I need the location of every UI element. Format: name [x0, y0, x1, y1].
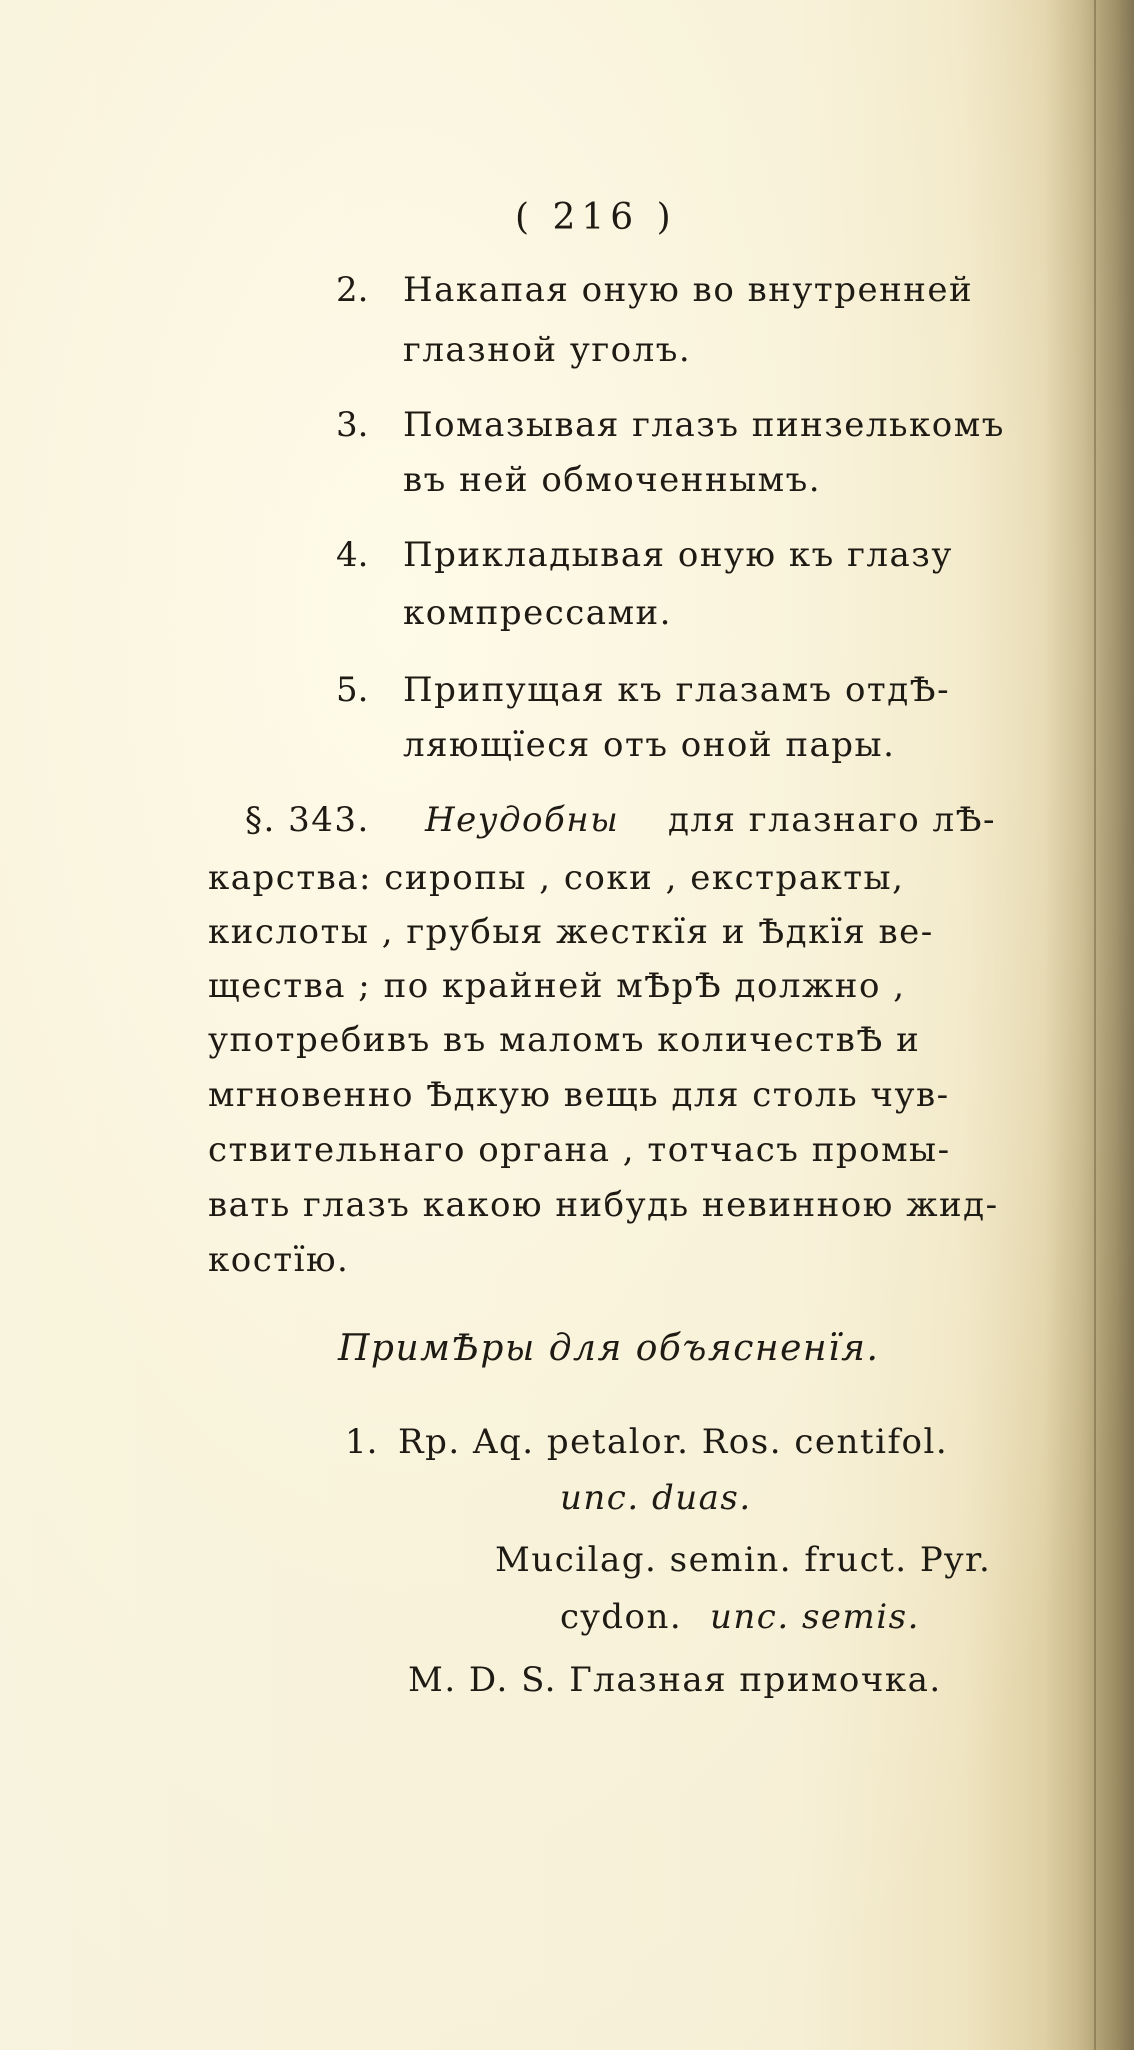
paragraph-line: щества ; по крайней мѢрѢ должно ,	[208, 966, 906, 1006]
example-number: 1.	[345, 1422, 378, 1462]
list-item-line: Помазывая глазъ пинзелькомъ	[403, 405, 1005, 445]
list-item-number: 2.	[336, 270, 369, 310]
section-heading: ПримѢры для объясненїя.	[338, 1328, 880, 1369]
recipe-line: cydon.	[560, 1597, 683, 1637]
list-item-line: Накапая оную во внутренней	[403, 270, 974, 310]
paragraph-line: кислоты , грубыя жесткїя и Ѣдкїя ве-	[208, 912, 934, 952]
list-item-line: глазной уголъ.	[403, 330, 692, 370]
list-item-line: въ ней обмоченнымъ.	[403, 460, 822, 500]
list-item-line: ляющїеся отъ оной пары.	[403, 725, 896, 765]
paragraph-line: костїю.	[208, 1240, 350, 1280]
page-number: ( 216 )	[515, 197, 677, 238]
recipe-line: unc. semis.	[710, 1597, 920, 1637]
section-mark: §. 343.	[245, 800, 370, 840]
list-item-line: компрессами.	[403, 593, 672, 633]
list-item-number: 4.	[336, 535, 369, 575]
signature-line: M. D. S. Глазная примочка.	[408, 1660, 942, 1700]
paragraph-emphasis: Неудобны	[425, 800, 620, 840]
paragraph-line: карства: сиропы , соки , екстракты,	[208, 858, 905, 898]
paragraph-line: мгновенно Ѣдкую вещь для столь чув-	[208, 1075, 950, 1115]
spine-edge	[1094, 0, 1096, 2050]
list-item-number: 5.	[336, 670, 369, 710]
paragraph-line: для глазнаго лѢ-	[668, 800, 997, 840]
recipe-line: Rp. Aq. petalor. Ros. centifol.	[398, 1422, 949, 1462]
paragraph-line: вать глазъ какою нибудь невинною жид-	[208, 1185, 999, 1225]
recipe-line: unc. duas.	[560, 1478, 752, 1518]
list-item-number: 3.	[336, 405, 369, 445]
spine-shadow	[1044, 0, 1134, 2050]
recipe-line: Mucilag. semin. fruct. Pyr.	[495, 1540, 992, 1580]
list-item-line: Припущая къ глазамъ отдѢ-	[403, 670, 951, 710]
paragraph-line: ствительнаго органа , тотчасъ промы-	[208, 1130, 951, 1170]
paragraph-line: употребивъ въ маломъ количествѢ и	[208, 1020, 921, 1060]
list-item-line: Прикладывая оную къ глазу	[403, 535, 953, 575]
